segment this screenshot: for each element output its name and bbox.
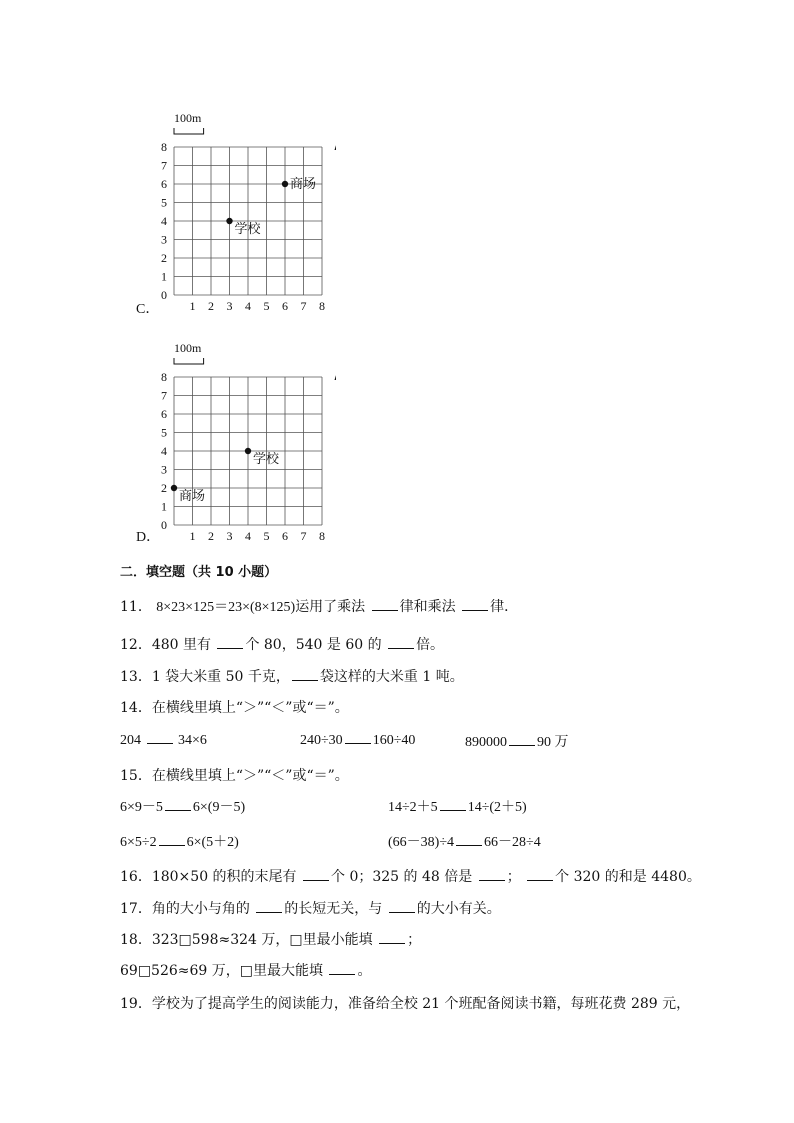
north-arrow-icon <box>335 139 337 150</box>
question-18 <box>120 929 421 949</box>
y-tick-label: 6 <box>161 177 167 191</box>
q12-text-1: 480 里有 <box>151 637 211 653</box>
question-18-line-2 <box>120 960 371 980</box>
q16-number: 16． <box>120 869 152 885</box>
scale-label: 100m <box>174 341 202 355</box>
question-11 <box>120 596 518 616</box>
q17-text-2: 的长短无关，与 <box>284 901 383 917</box>
q15-item-c <box>120 831 239 851</box>
x-tick-label: 3 <box>226 529 233 543</box>
y-tick-label: 8 <box>161 140 167 154</box>
q14-a-right: 34×6 <box>178 733 207 748</box>
x-tick-label: 8 <box>319 299 325 313</box>
map-point-label: 学校 <box>253 452 280 467</box>
north-arrow-icon <box>335 369 337 380</box>
x-tick-label: 2 <box>208 529 214 543</box>
q12-blank-1[interactable] <box>217 636 243 649</box>
x-tick-label: 4 <box>245 299 251 313</box>
q15-d-blank[interactable] <box>456 833 482 846</box>
x-tick-label: 1 <box>189 529 196 543</box>
q11-blank-2[interactable] <box>462 598 488 611</box>
y-tick-label: 3 <box>161 462 167 477</box>
q18-blank-2[interactable] <box>329 962 355 975</box>
question-14 <box>120 697 349 717</box>
q19-number: 19． <box>120 996 152 1012</box>
q15-item-a <box>120 796 245 816</box>
grid-map-c <box>136 104 336 314</box>
y-tick-label: 8 <box>161 370 167 384</box>
q17-text-3: 的大小有关。 <box>416 901 501 917</box>
q14-b-right: 160÷40 <box>372 733 416 748</box>
q15-b-blank[interactable] <box>440 798 466 811</box>
y-tick-label: 1 <box>161 269 167 284</box>
q18-text-3: 69□526≈69 万，□里最大能填 <box>120 963 323 979</box>
q17-number: 17． <box>120 901 152 917</box>
q15-c-right: 6×(5＋2) <box>186 835 239 850</box>
q16-text-4: 个 320 的和是 4480。 <box>555 869 701 885</box>
x-tick-label: 6 <box>282 299 288 313</box>
map-point <box>171 485 177 491</box>
q11-expression: 8×23×125＝23×(8×125) <box>156 600 296 615</box>
q16-blank-1[interactable] <box>303 868 329 881</box>
y-tick-label: 7 <box>161 388 167 403</box>
q15-d-left: (66－38)÷4 <box>388 835 455 850</box>
map-point-label: 商场 <box>290 177 317 192</box>
q18-number: 18． <box>120 932 152 948</box>
x-tick-label: 7 <box>300 299 307 313</box>
q11-text-1: 运用了乘法 <box>295 599 366 615</box>
q19-text: 学校为了提高学生的阅读能力，准备给全校 21 个班配备阅读书籍，每班花费 289 元， <box>151 996 691 1012</box>
x-tick-label: 5 <box>263 299 270 313</box>
question-16 <box>120 866 701 886</box>
x-tick-label: 7 <box>300 529 307 543</box>
map-point <box>245 448 251 454</box>
map-point <box>282 181 288 187</box>
q15-a-right: 6×(9－5) <box>192 800 246 815</box>
y-tick-label: 4 <box>161 214 167 228</box>
q14-item-b <box>300 731 415 749</box>
q16-blank-3[interactable] <box>527 868 553 881</box>
q11-blank-1[interactable] <box>372 598 398 611</box>
q14-c-right: 90 万 <box>537 735 569 750</box>
q18-text-2: ； <box>407 932 422 948</box>
option-c-label: C． <box>136 302 160 317</box>
y-tick-label: 5 <box>161 425 167 440</box>
q14-c-blank[interactable] <box>509 733 535 746</box>
q15-b-left: 14÷2＋5 <box>388 800 438 815</box>
map-point <box>226 218 232 224</box>
question-15 <box>120 765 349 785</box>
question-17 <box>120 898 501 918</box>
q18-blank-1[interactable] <box>379 931 405 944</box>
q17-blank-2[interactable] <box>389 900 415 913</box>
q15-c-blank[interactable] <box>159 833 185 846</box>
y-tick-label: 0 <box>161 288 167 302</box>
q18-text-4: 。 <box>357 963 372 979</box>
x-tick-label: 4 <box>245 529 251 543</box>
y-tick-label: 5 <box>161 195 167 210</box>
question-13 <box>120 666 464 686</box>
q13-number: 13． <box>120 669 152 685</box>
q17-text-1: 角的大小与角的 <box>151 901 250 917</box>
section-title: 二．填空题（共 10 小题） <box>120 565 278 580</box>
y-tick-label: 2 <box>161 481 167 495</box>
y-tick-label: 4 <box>161 444 167 458</box>
scale-label: 100m <box>174 111 202 125</box>
q13-text-2: 袋这样的大米重 1 吨。 <box>319 669 464 685</box>
scale-bar <box>174 128 204 134</box>
q14-number: 14． <box>120 700 152 716</box>
q15-d-right: 66－28÷4 <box>484 835 541 850</box>
q15-item-b <box>388 796 527 816</box>
q14-a-left: 204 <box>120 733 141 748</box>
x-tick-label: 1 <box>189 299 196 313</box>
q11-text-3: 律． <box>490 599 519 615</box>
question-12 <box>120 634 444 654</box>
q14-text: 在横线里填上“＞”“＜”或“＝”。 <box>151 700 349 716</box>
x-tick-label: 5 <box>263 529 270 543</box>
question-19 <box>120 993 690 1013</box>
x-tick-label: 2 <box>208 299 214 313</box>
q16-text-1: 180×50 的积的末尾有 <box>151 869 297 885</box>
q16-text-2: 个 0；325 的 48 倍是 <box>331 869 473 885</box>
figure-c <box>136 104 336 318</box>
q15-c-left: 6×5÷2 <box>120 835 157 850</box>
q14-item-c <box>465 731 569 751</box>
y-tick-label: 3 <box>161 232 167 247</box>
q14-a-blank[interactable] <box>147 731 173 744</box>
x-tick-label: 8 <box>319 529 325 543</box>
q15-item-d <box>388 831 541 851</box>
q15-text: 在横线里填上“＞”“＜”或“＝”。 <box>151 768 349 784</box>
q12-text-3: 倍。 <box>416 637 445 653</box>
map-point-label: 学校 <box>234 222 261 237</box>
q15-a-left: 6×9－5 <box>120 800 163 815</box>
q15-number: 15． <box>120 768 152 784</box>
q12-blank-2[interactable] <box>388 636 414 649</box>
q14-b-blank[interactable] <box>345 731 371 744</box>
y-tick-label: 7 <box>161 158 167 173</box>
map-point-label: 商场 <box>179 489 206 504</box>
x-tick-label: 6 <box>282 529 288 543</box>
y-tick-label: 6 <box>161 407 167 421</box>
q16-text-3: ； <box>506 869 521 885</box>
q16-blank-2[interactable] <box>479 868 505 881</box>
option-d-label: D． <box>136 530 161 545</box>
y-tick-label: 2 <box>161 251 167 265</box>
figure-d <box>136 334 336 548</box>
q12-number: 12． <box>120 637 152 653</box>
q15-b-right: 14÷(2＋5) <box>467 800 527 815</box>
q17-blank-1[interactable] <box>256 900 282 913</box>
q18-text-1: 323□598≈324 万，□里最小能填 <box>151 932 373 948</box>
grid-map-d <box>136 334 336 544</box>
q11-number: 11． <box>120 599 152 615</box>
y-tick-label: 0 <box>161 518 167 532</box>
x-tick-label: 3 <box>226 299 233 313</box>
q14-c-left: 890000 <box>465 735 507 750</box>
q12-text-2: 个 80，540 是 60 的 <box>245 637 382 653</box>
q14-item-a <box>120 731 207 749</box>
q15-a-blank[interactable] <box>165 798 191 811</box>
scale-bar <box>174 358 204 364</box>
y-tick-label: 1 <box>161 499 167 514</box>
q11-text-2: 律和乘法 <box>399 599 456 615</box>
q14-b-left: 240÷30 <box>300 733 343 748</box>
q13-blank-1[interactable] <box>292 668 318 681</box>
q13-text-1: 1 袋大米重 50 千克， <box>151 669 290 685</box>
